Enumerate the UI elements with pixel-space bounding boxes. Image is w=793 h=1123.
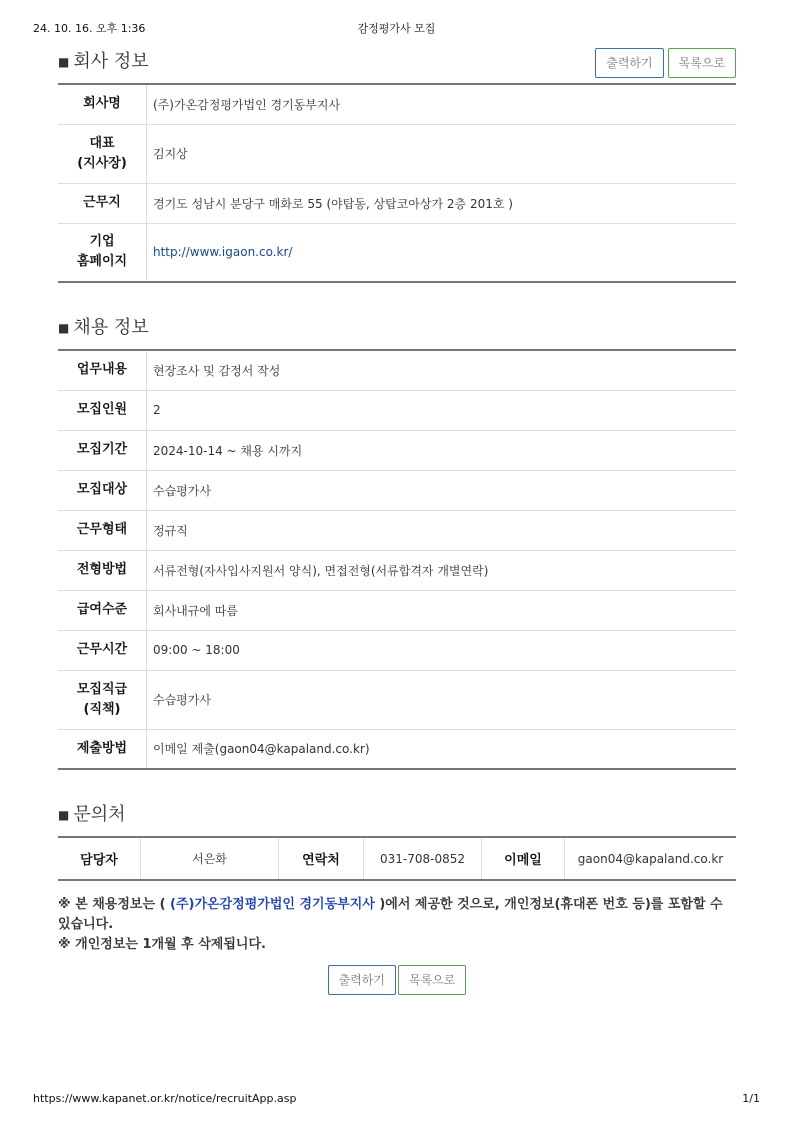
duty-value: 현장조사 및 감정서 작성 [147, 350, 737, 390]
table-row [58, 590, 736, 630]
notice-line-1: ※ 본 채용정보는 ( (주)가온감정평가법인 경기동부지사 )에서 제공한 것으로, 개인정보(휴대폰 번호 등)를 포함할 수 있습니다. [58, 897, 723, 932]
submission-method-value: 이메일 제출(gaon04@kapaland.co.kr) [153, 742, 370, 757]
table-row [58, 183, 736, 223]
notice-line-2: ※ 개인정보는 1개월 후 삭제됩니다. [58, 937, 266, 952]
table-row [58, 729, 736, 769]
square-bullet-icon: ■ [58, 808, 70, 822]
bottom-button-group [58, 965, 736, 995]
period-label: 모집기간 [58, 430, 147, 470]
work-hours-value: 09:00 ~ 18:00 [147, 630, 737, 670]
employment-type-label: 근무형태 [58, 510, 147, 550]
table-row [58, 630, 736, 670]
representative-value: 김지상 [147, 124, 737, 183]
workplace-label: 근무지 [58, 183, 147, 223]
square-bullet-icon: ■ [58, 55, 70, 69]
homepage-value [147, 223, 737, 282]
manager-value: 서은화 [141, 837, 279, 880]
manager-label: 담당자 [58, 837, 141, 880]
table-row [58, 470, 736, 510]
company-name-label: 회사명 [58, 84, 147, 124]
list-button[interactable]: 목록으로 [668, 48, 736, 78]
page-url: https://www.kapanet.or.kr/notice/recruitApp.asp [33, 1092, 297, 1105]
print-footer [33, 1092, 760, 1108]
contact-table [58, 836, 736, 881]
contact-section-header [58, 770, 736, 836]
table-row [58, 510, 736, 550]
print-date: 24. 10. 16. 오후 1:36 [33, 22, 146, 35]
position-label: 모집직급 (직책) [58, 670, 147, 729]
table-row [58, 430, 736, 470]
print-header [33, 20, 760, 36]
print-button[interactable]: 출력하기 [595, 48, 663, 78]
top-button-group [591, 48, 736, 78]
duty-label: 업무내용 [58, 350, 147, 390]
table-row [58, 84, 736, 124]
page-number: 1/1 [742, 1092, 760, 1105]
representative-label: 대표 (지사장) [58, 124, 147, 183]
headcount-value: 2 [147, 390, 737, 430]
notice-company-name: (주)가온감정평가법인 경기동부지사 [170, 897, 375, 912]
table-row [58, 223, 736, 282]
recruit-section-title: ■ 채용 정보 [58, 317, 149, 338]
document-title: 감정평가사 모집 [357, 22, 436, 35]
table-row [58, 350, 736, 390]
company-section-header [58, 45, 736, 83]
salary-value: 회사내규에 따름 [147, 590, 737, 630]
salary-label: 급여수준 [58, 590, 147, 630]
recruit-info-table [58, 349, 736, 770]
selection-method-value: 서류전형(자사입사지원서 양식), 면접전형(서류합격자 개별연락) [147, 550, 737, 590]
table-row [58, 670, 736, 729]
homepage-link[interactable]: http://www.igaon.co.kr/ [153, 245, 293, 260]
selection-method-label: 전형방법 [58, 550, 147, 590]
employment-type-value: 정규직 [147, 510, 737, 550]
position-value: 수습평가사 [147, 670, 737, 729]
company-name-value: (주)가온감정평가법인 경기동부지사 [147, 84, 737, 124]
contact-section-title: ■ 문의처 [58, 804, 126, 825]
period-value: 2024-10-14 ~ 채용 시까지 [147, 430, 737, 470]
email-value: gaon04@kapaland.co.kr [577, 851, 724, 866]
homepage-label: 기업 홈페이지 [58, 223, 147, 282]
company-section-title: ■ 회사 정보 [58, 51, 149, 72]
table-row [58, 390, 736, 430]
target-label: 모집대상 [58, 470, 147, 510]
main-content [58, 45, 736, 995]
email-label: 이메일 [482, 837, 565, 880]
headcount-label: 모집인원 [58, 390, 147, 430]
work-hours-label: 근무시간 [58, 630, 147, 670]
print-button[interactable]: 출력하기 [328, 965, 396, 995]
table-row [58, 124, 736, 183]
recruit-section-header [58, 283, 736, 349]
table-row [58, 550, 736, 590]
company-info-table [58, 83, 736, 283]
submission-method-label: 제출방법 [58, 729, 147, 769]
table-row [58, 837, 736, 880]
list-button[interactable]: 목록으로 [398, 965, 466, 995]
privacy-notice [58, 895, 736, 955]
phone-value: 031-708-0852 [364, 837, 482, 880]
phone-label: 연락처 [279, 837, 364, 880]
target-value: 수습평가사 [147, 470, 737, 510]
square-bullet-icon: ■ [58, 321, 70, 335]
workplace-value: 경기도 성남시 분당구 매화로 55 (야탑동, 상탑코아상가 2층 201호 ) [147, 183, 737, 223]
